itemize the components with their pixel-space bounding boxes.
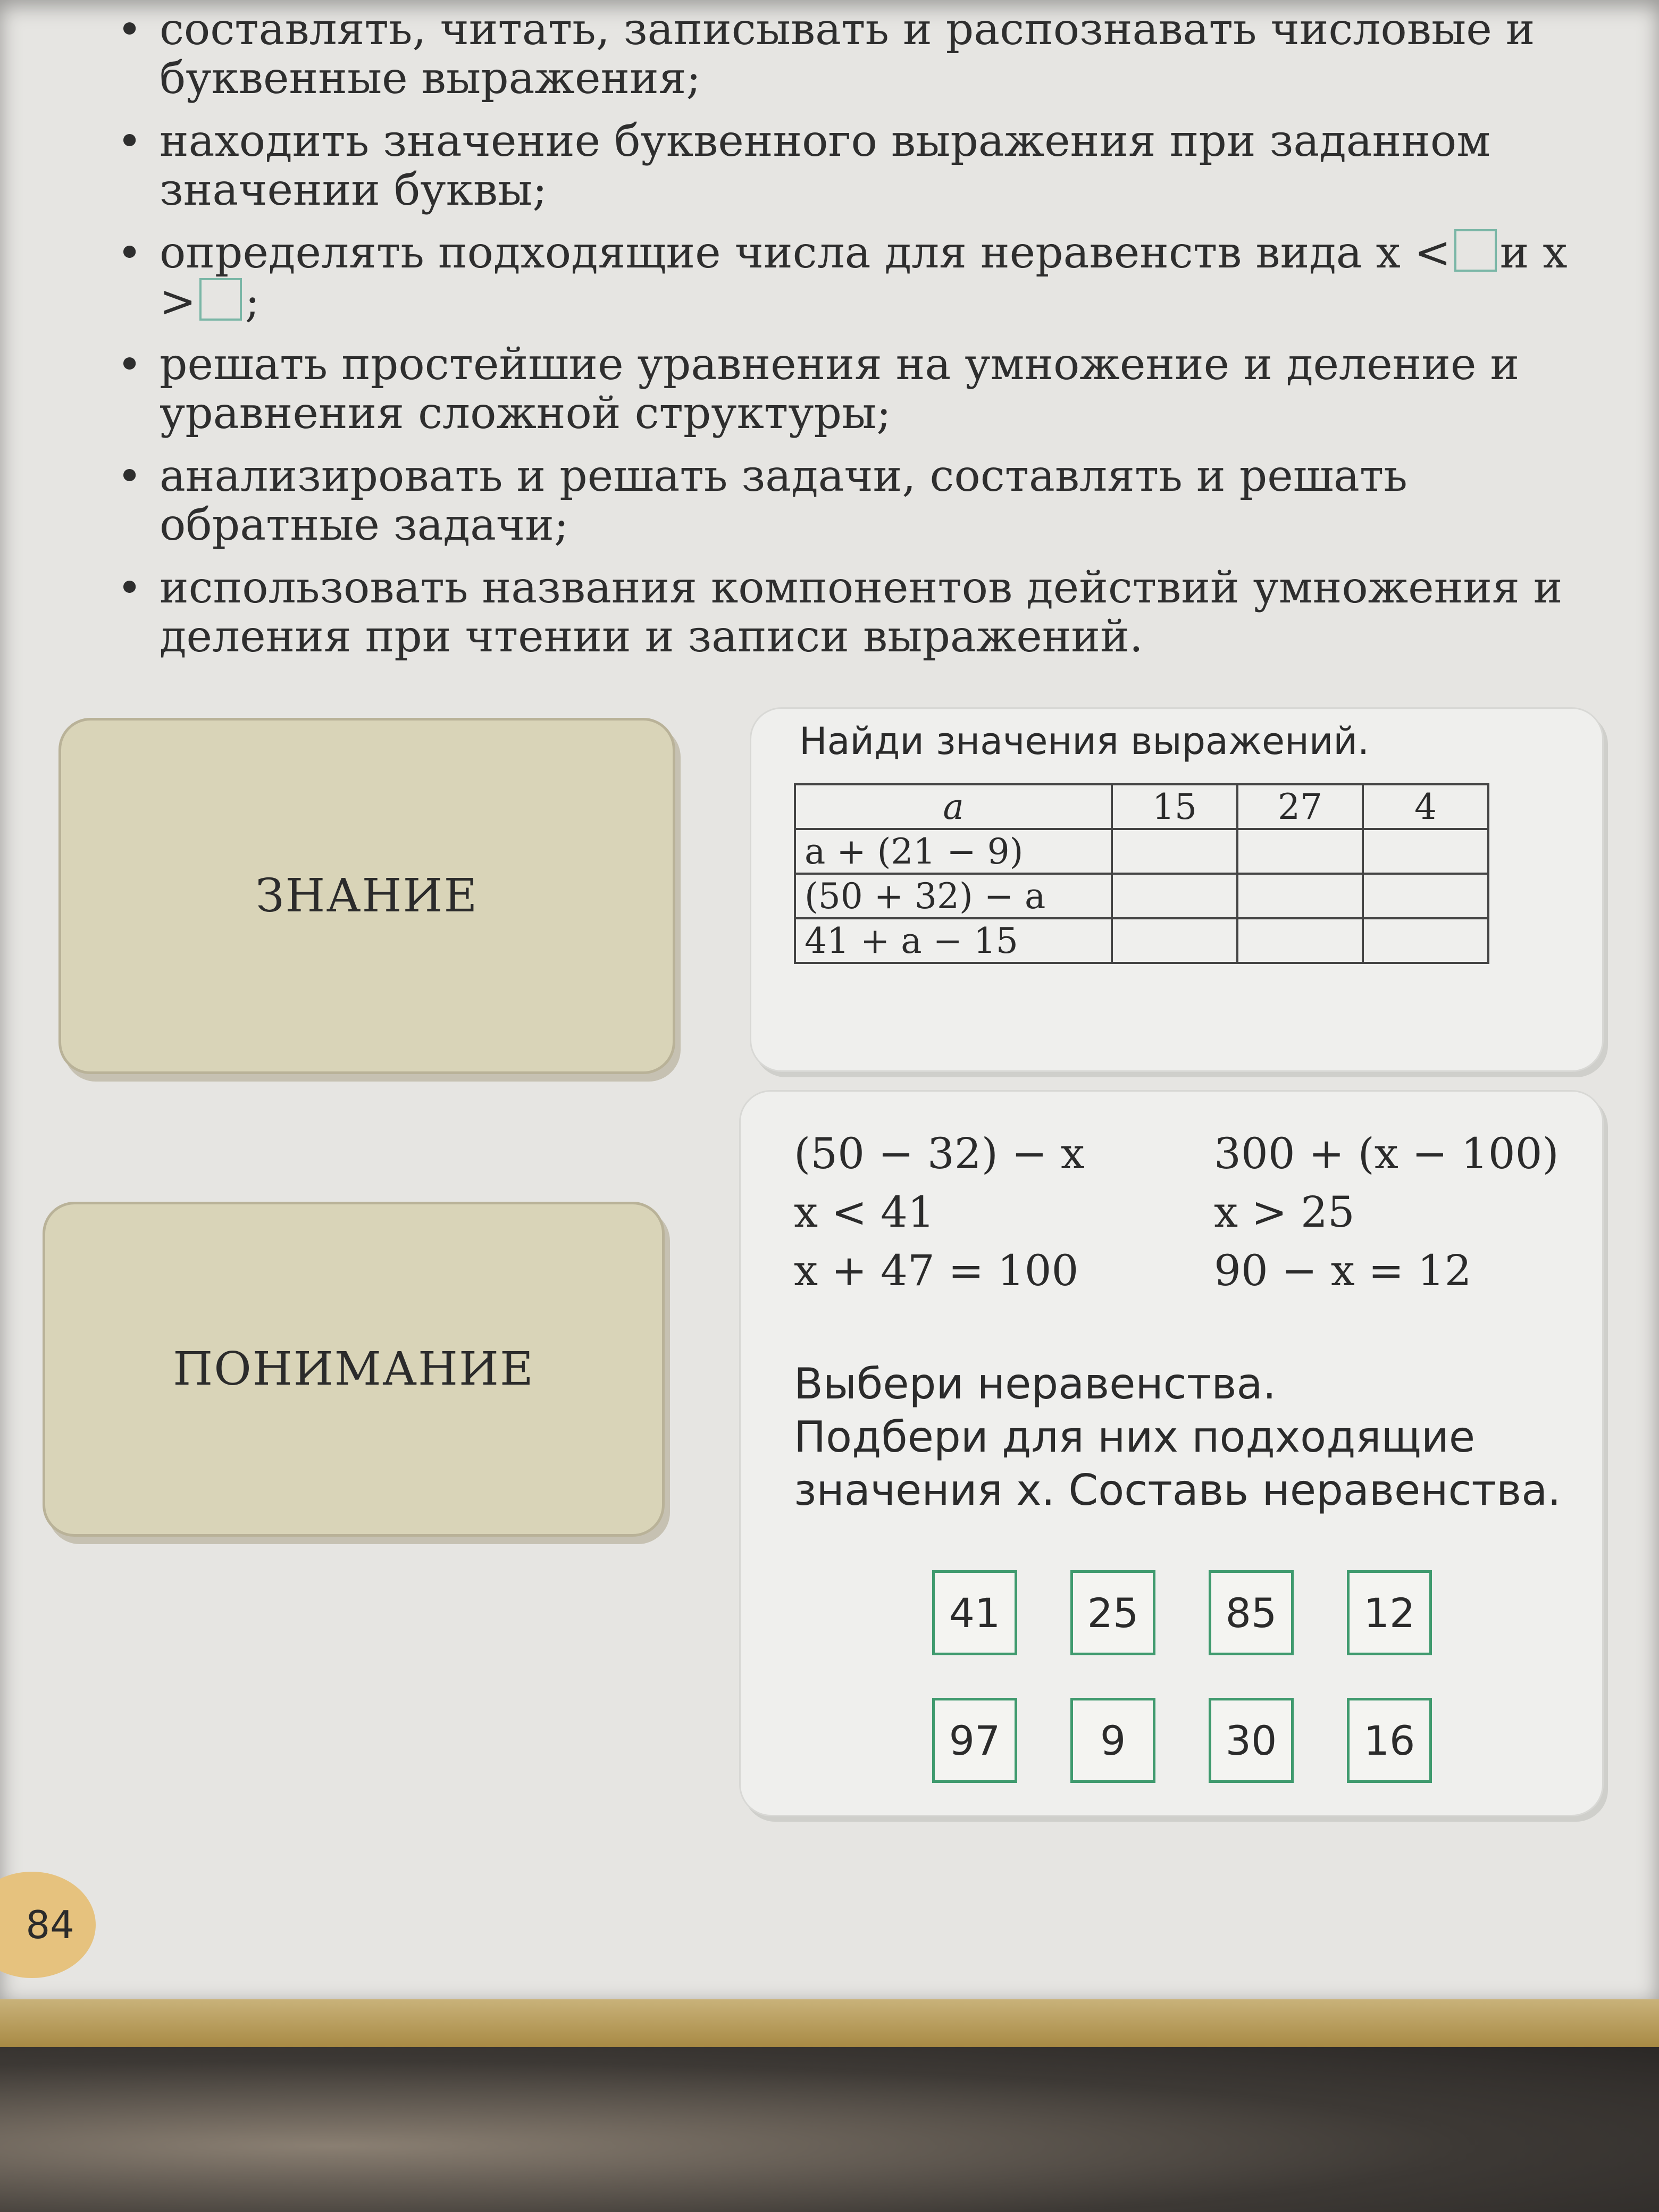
table-header-row (795, 784, 1488, 829)
task-find-values-title: Найди значения выражений. (799, 719, 1370, 763)
values-table (794, 783, 1489, 964)
math-expression: 90 − x = 12 (1214, 1246, 1472, 1295)
number-chip[interactable]: 85 (1209, 1570, 1294, 1655)
understanding-card (43, 1202, 665, 1537)
number-chip[interactable]: 97 (932, 1698, 1017, 1783)
table-row (795, 918, 1488, 963)
skills-list (106, 5, 1585, 675)
answer-cell[interactable] (1237, 874, 1363, 918)
task-find-values-panel (750, 707, 1604, 1072)
page-number: 84 (0, 1872, 96, 1978)
knowledge-label: ЗНАНИЕ (255, 869, 479, 923)
table-header-var: a (795, 784, 1112, 829)
skill-item: • составлять, читать, записывать и распознавать числовые и буквенные выражения; (106, 5, 1585, 103)
knowledge-card (58, 718, 675, 1074)
answer-cell[interactable] (1363, 918, 1488, 963)
math-expression: (50 − 32) − x (794, 1129, 1085, 1178)
number-chip[interactable]: 30 (1209, 1698, 1294, 1783)
answer-cell[interactable] (1237, 918, 1363, 963)
number-chip[interactable]: 41 (932, 1570, 1017, 1655)
expression-cell: 41 + a − 15 (795, 918, 1112, 963)
answer-cell[interactable] (1112, 918, 1237, 963)
math-expression: x + 47 = 100 (794, 1246, 1079, 1295)
answer-cell[interactable] (1112, 829, 1237, 874)
page-edge (0, 1999, 1659, 2047)
number-chip[interactable]: 25 (1070, 1570, 1155, 1655)
understanding-label: ПОНИМАНИЕ (173, 1343, 534, 1396)
number-chip[interactable]: 9 (1070, 1698, 1155, 1783)
background-surface (0, 2047, 1659, 2212)
expression-cell: (50 + 32) − a (795, 874, 1112, 918)
skill-item: • использовать названия компонентов действий умножения и деления при чтении и записи выражений. (106, 564, 1585, 661)
math-expression: x > 25 (1214, 1187, 1355, 1237)
answer-cell[interactable] (1237, 829, 1363, 874)
task-inequalities-panel (739, 1090, 1604, 1816)
answer-cell[interactable] (1363, 829, 1488, 874)
number-chip[interactable]: 12 (1347, 1570, 1432, 1655)
task-instructions: Выбери неравенства. Подбери для них подходящие значения x. Составь неравенства. (794, 1359, 1561, 1515)
table-row (795, 829, 1488, 874)
table-header-value: 15 (1112, 784, 1237, 829)
blank-square (1454, 229, 1497, 272)
answer-cell[interactable] (1112, 874, 1237, 918)
blank-square (199, 278, 242, 321)
table-row (795, 874, 1488, 918)
math-expression: x < 41 (794, 1187, 935, 1237)
expression-cell: a + (21 − 9) (795, 829, 1112, 874)
answer-cell[interactable] (1363, 874, 1488, 918)
skill-item: • определять подходящие числа для неравенств вида x < и x > ; (106, 229, 1585, 326)
number-chip[interactable]: 16 (1347, 1698, 1432, 1783)
table-header-value: 27 (1237, 784, 1363, 829)
table-header-value: 4 (1363, 784, 1488, 829)
math-expression: 300 + (x − 100) (1214, 1129, 1559, 1178)
skill-item: • находить значение буквенного выражения при заданном значении буквы; (106, 117, 1585, 215)
skill-item: • анализировать и решать задачи, составлять и решать обратные задачи; (106, 452, 1585, 550)
skill-item: • решать простейшие уравнения на умножение и деление и уравнения сложной структуры; (106, 340, 1585, 438)
